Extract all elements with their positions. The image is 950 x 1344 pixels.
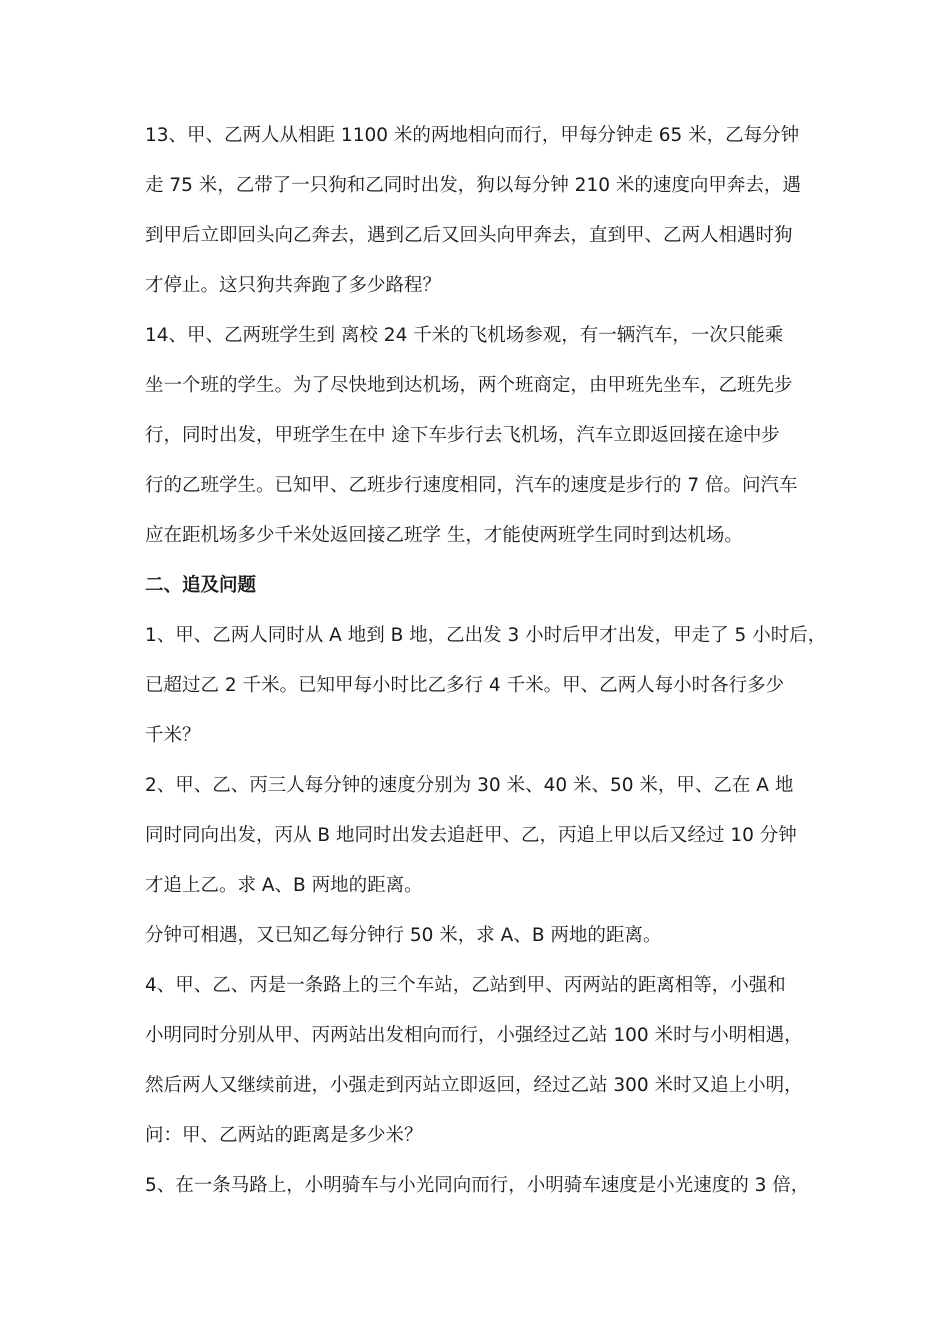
problem-2-line-1: 2、甲、乙、丙三人每分钟的速度分别为 30 米、40 米、50 米，甲、乙在 A 地 (145, 775, 794, 796)
problem-4-line-1: 4、甲、乙、丙是一条路上的三个车站，乙站到甲、丙两站的距离相等，小强和 (145, 975, 786, 996)
problem-14-line-2: 坐一个班的学生。为了尽快地到达机场，两个班商定，由甲班先坐车，乙班先步 (145, 375, 793, 396)
section-heading: 二、追及问题 (145, 575, 257, 596)
problem-13-line-1: 13、甲、乙两人从相距 1100 米的两地相向而行，甲每分钟走 65 米，乙每分钟 (145, 125, 800, 146)
problem-1-line-1: 1、甲、乙两人同时从 A 地到 B 地，乙出发 3 小时后甲才出发，甲走了 5 小时后， (145, 625, 827, 646)
problem-4-line-4: 问：甲、乙两站的距离是多少米？ (145, 1125, 423, 1146)
problem-13-line-2: 走 75 米，乙带了一只狗和乙同时出发，狗以每分钟 210 米的速度向甲奔去，遇 (145, 175, 801, 196)
problem-4-line-3: 然后两人又继续前进，小强走到丙站立即返回，经过乙站 300 米时又追上小明， (145, 1075, 803, 1096)
problem-13-line-4: 才停止。这只狗共奔跑了多少路程？ (145, 275, 442, 296)
problem-1-line-3: 千米？ (145, 725, 201, 746)
problem-14-line-3: 行，同时出发，甲班学生在中 途下车步行去飞机场，汽车立即返回接在途中步 (145, 425, 780, 446)
problem-14-line-1: 14、甲、乙两班学生到 离校 24 千米的飞机场参观，有一辆汽车，一次只能乘 (145, 325, 784, 346)
problem-2-line-3: 才追上乙。求 A、B 两地的距离。 (145, 875, 423, 896)
problem-14-line-4: 行的乙班学生。已知甲、乙班步行速度相同，汽车的速度是步行的 7 倍。问汽车 (145, 475, 798, 496)
problem-5-line-1: 5、在一条马路上，小明骑车与小光同向而行，小明骑车速度是小光速度的 3 倍， (145, 1175, 810, 1196)
problem-1-line-2: 已超过乙 2 千米。已知甲每小时比乙多行 4 千米。甲、乙两人每小时各行多少 (145, 675, 785, 696)
problem-4-line-2: 小明同时分别从甲、丙两站出发相向而行，小强经过乙站 100 米时与小明相遇， (145, 1025, 803, 1046)
problem-3-fragment: 分钟可相遇，又已知乙每分钟行 50 米，求 A、B 两地的距离。 (145, 925, 662, 946)
problem-2-line-2: 同时同向出发，丙从 B 地同时出发去追赶甲、乙，丙追上甲以后又经过 10 分钟 (145, 825, 797, 846)
document-body (145, 111, 827, 1211)
problem-13-line-3: 到甲后立即回头向乙奔去，遇到乙后又回头向甲奔去，直到甲、乙两人相遇时狗 (145, 225, 793, 246)
problem-14-line-5: 应在距机场多少千米处返回接乙班学 生，才能使两班学生同时到达机场。 (145, 525, 743, 546)
